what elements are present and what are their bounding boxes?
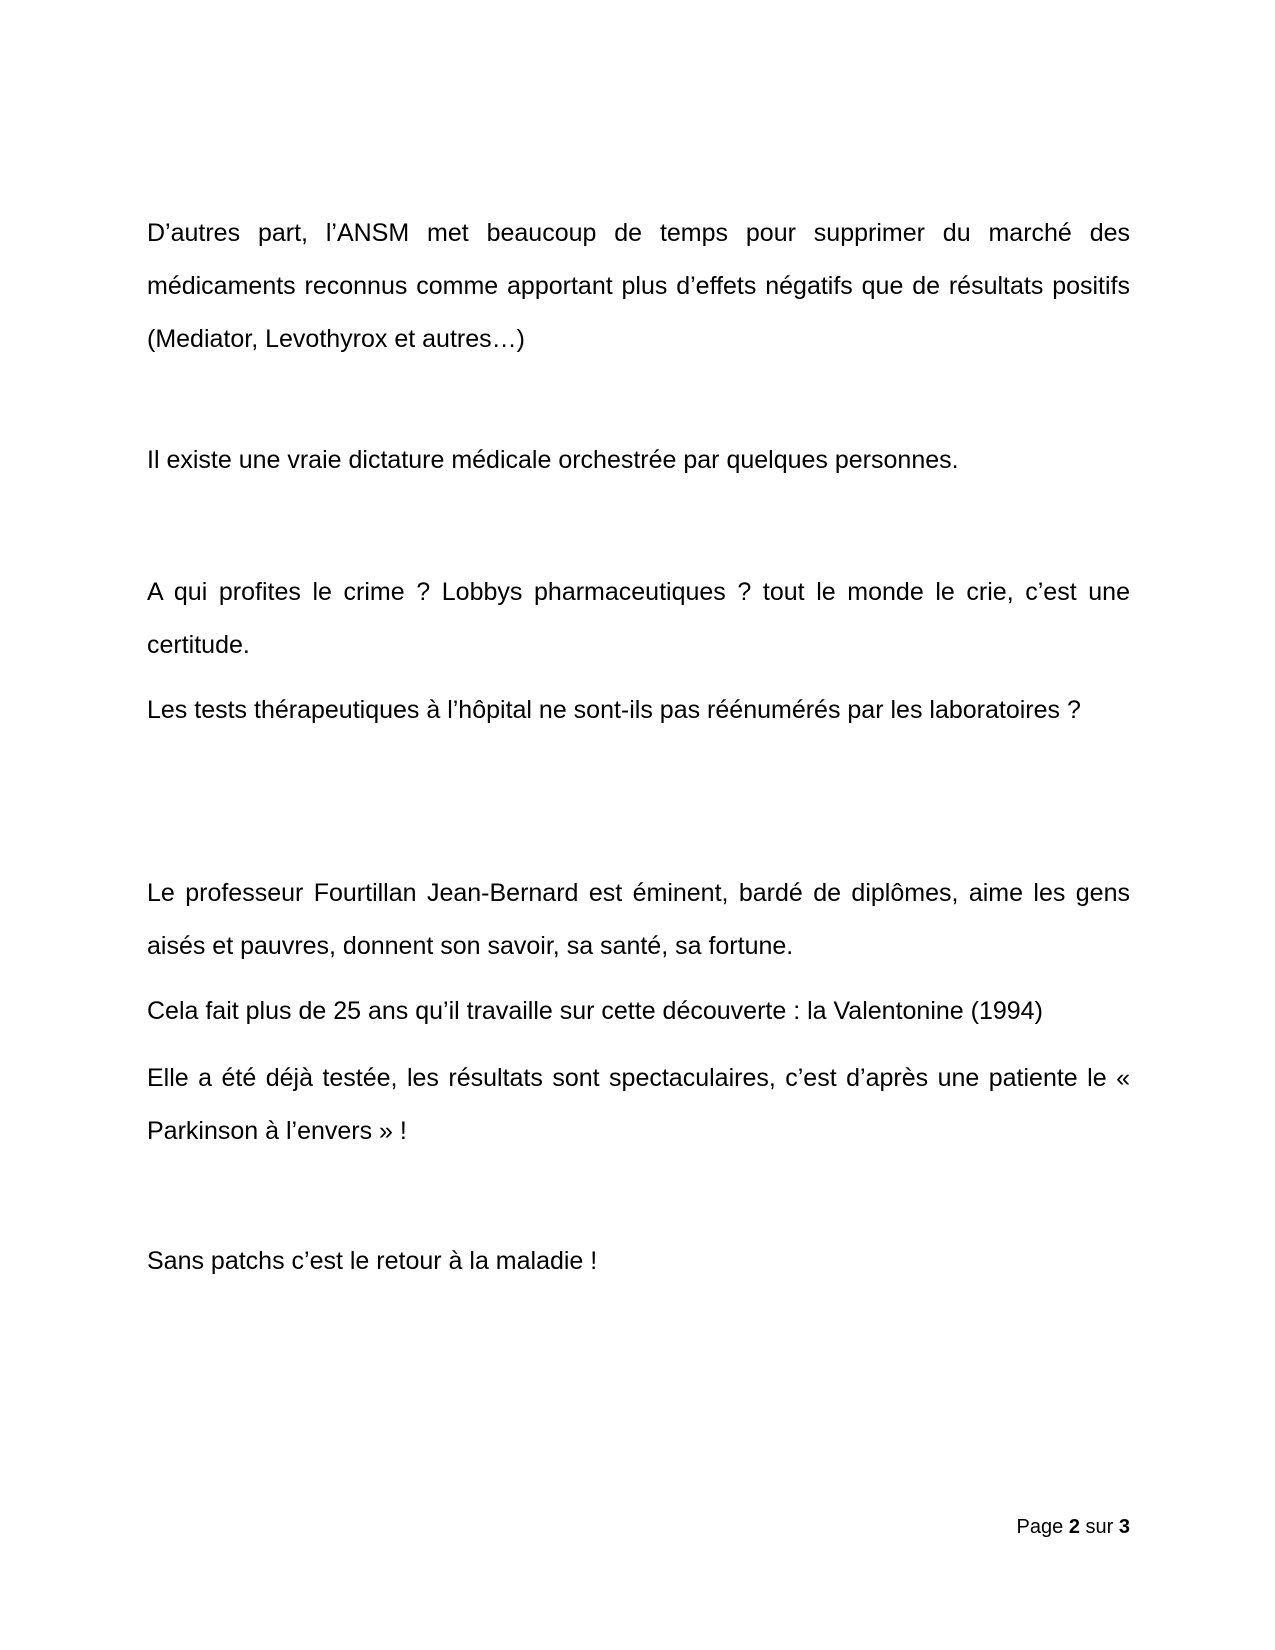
- paragraph-dictature: Il existe une vraie dictature médicale orchestrée par quelques personnes.: [147, 446, 959, 474]
- page-separator: sur: [1085, 1516, 1114, 1538]
- page-number-footer: [1017, 1513, 1130, 1541]
- paragraph-valentonine: Cela fait plus de 25 ans qu’il travaille sur cette découverte : la Valentonine (1994): [147, 997, 1043, 1025]
- paragraph-patchs: Sans patchs c’est le retour à la maladie !: [147, 1247, 598, 1275]
- paragraph-testee: Elle a été déjà testée, les résultats sont spectaculaires, c’est d’après une patiente le « Parkinson à l’envers » !: [147, 1064, 1130, 1145]
- paragraph-lobbys: A qui profites le crime ? Lobbys pharmaceutiques ? tout le monde le crie, c’est une certitude.: [147, 578, 1130, 659]
- paragraph-tests: Les tests thérapeutiques à l’hôpital ne sont-ils pas réénumérés par les laboratoires ?: [147, 696, 1081, 724]
- total-pages-number: 3: [1118, 1516, 1130, 1538]
- page-prefix: Page: [1016, 1516, 1064, 1538]
- paragraph-ansm: D’autres part, l’ANSM met beaucoup de temps pour supprimer du marché des médicaments reconnus comme apportant plus d’effets négatifs que de résultats positifs (Mediator, Levothyrox et autres…): [147, 219, 1130, 353]
- current-page-number: 2: [1068, 1516, 1080, 1538]
- paragraph-professeur: Le professeur Fourtillan Jean-Bernard est éminent, bardé de diplômes, aime les gens aisés et pauvres, donnent son savoir, sa santé, sa fortune.: [147, 879, 1130, 960]
